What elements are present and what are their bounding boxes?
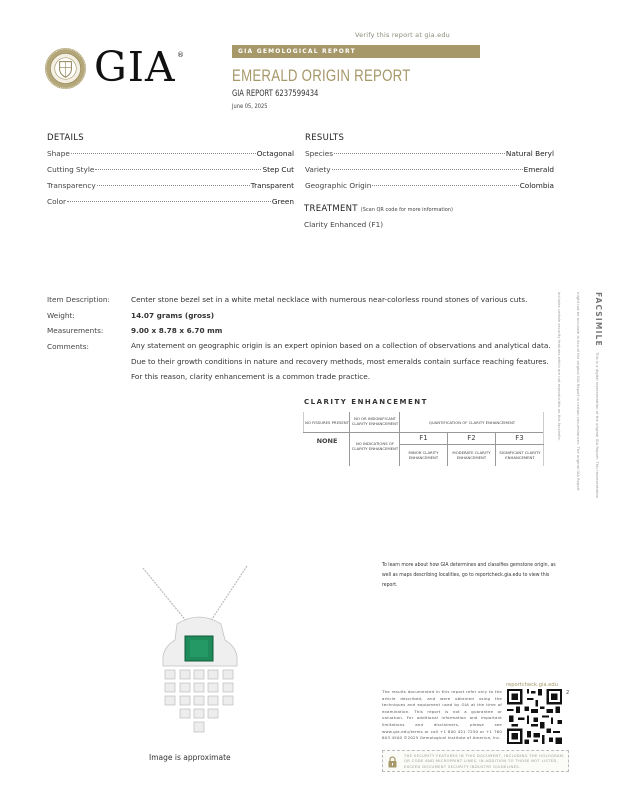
details-row-color [47, 197, 294, 207]
row-value: Step Cut [262, 165, 294, 174]
verify-link[interactable]: Verify this report at gia.edu [355, 31, 450, 39]
row-value: Emerald [523, 165, 554, 174]
facsimile-notice [557, 292, 611, 507]
item-description-label: Item Description: [47, 295, 110, 304]
details-row-shape [47, 149, 294, 159]
reportcheck-link[interactable]: reportcheck.gia.edu [506, 682, 559, 688]
item-description-value: Center stone bezel set in a white metal necklace with numerous near-colorless round stones of various cuts. [131, 295, 528, 304]
grade-f3: F3 [515, 434, 524, 442]
learn-more-text: To learn more about how GIA determines and classifies gemstone origin, as well as maps describing localities, go to reportcheck.gia.edu to view this report. [382, 562, 556, 588]
registered-mark: ® [177, 51, 184, 59]
header-no-fissures: NO FISSURES PRESENT [305, 419, 349, 425]
chain [143, 566, 247, 622]
lock-icon [388, 756, 397, 768]
grade-f3-desc: SIGNIFICANT CLARITY ENHANCEMENT [499, 450, 541, 460]
comments-label: Comments: [47, 342, 90, 351]
row-value: Colombia [519, 181, 554, 190]
treatment-heading [304, 204, 453, 214]
qr-code-icon[interactable] [507, 689, 562, 744]
report-type-title: EMERALD ORIGIN REPORT [232, 66, 411, 85]
results-row-variety [305, 165, 554, 175]
security-notice [382, 750, 569, 772]
tassels [165, 670, 233, 732]
banner-label: GIA GEMOLOGICAL REPORT [238, 48, 356, 55]
gia-logo-text: GIA [94, 43, 176, 91]
treatment-note: (Scan QR code for more information) [360, 207, 453, 213]
row-label: Shape [47, 149, 70, 158]
row-value: Natural Beryl [505, 149, 554, 158]
grade-f1-desc: MINOR CLARITY ENHANCEMENT [408, 450, 439, 460]
row-value: Green [271, 197, 294, 206]
value-none: NONE [316, 436, 338, 445]
details-row-cutting-style [47, 165, 294, 175]
row-value: Transparent [250, 181, 294, 190]
results-row-geographic-origin [305, 181, 554, 191]
details-title: DETAILS [47, 133, 85, 143]
security-text: THE SECURITY FEATURES IN THIS DOCUMENT, INCLUDING THE HOLOGRAM, QR CODE AND MICROPRINT LINES, IN ADDITION TO THOSE NOT LISTED, EXCEED DOCUMENT SECURITY INDUSTRY GUIDELINES. [404, 754, 565, 769]
report-banner [232, 45, 480, 58]
clarity-enhancement-table [303, 410, 544, 468]
facsimile-title: FACSIMILE [594, 292, 603, 347]
necklace-image [125, 558, 275, 743]
row-label: Variety [305, 165, 331, 174]
row-label: Cutting Style [47, 165, 95, 174]
weight-value: 14.07 grams (gross) [131, 311, 215, 320]
header-quantification: QUANTIFICATION OF CLARITY ENHANCEMENT [428, 419, 516, 425]
gia-seal-icon [44, 47, 87, 90]
row-label: Transparency [47, 181, 96, 190]
grade-f1: F1 [419, 434, 428, 442]
details-row-transparency [47, 181, 294, 191]
treatment-value: Clarity Enhanced (F1) [304, 220, 384, 229]
row-label: Color [47, 197, 67, 206]
row-value: Octagonal [256, 149, 294, 158]
results-row-species [305, 149, 554, 159]
image-caption: Image is approximate [149, 753, 231, 762]
row-label: Species [305, 149, 334, 158]
treatment-title: TREATMENT [304, 204, 358, 214]
qr-marker: 2 [566, 690, 570, 696]
grade-f2-desc: MODERATE CLARITY ENHANCEMENT [452, 450, 491, 460]
value-no-indications: NO INDICATIONS OF CLARITY ENHANCEMENT [351, 441, 399, 451]
weight-label: Weight: [47, 311, 75, 320]
header-no-insignificant: NO OR INSIGNIFICANT CLARITY ENHANCEMENT [351, 416, 399, 426]
row-label: Geographic Origin [305, 181, 372, 190]
report-number: GIA REPORT 6237599434 [232, 89, 319, 99]
grade-f2: F2 [467, 434, 476, 442]
clarity-enhancement-title: CLARITY ENHANCEMENT [304, 398, 428, 406]
disclaimer-text: The results documented in this report refer only to the article described, and were obtained using the techniques and equipment used by GIA at the time of examination. This report is not a guarantee or valuation. For additional information and important limitations and disclaimers, please see www.gia.edu/terms or call +1 800 421 7250 or +1 760 603 4500 ©2025 Gemological Institute of America, Inc. [382, 689, 502, 741]
results-title: RESULTS [305, 133, 345, 143]
report-date: June 05, 2025 [232, 103, 268, 110]
measurements-label: Measurements: [47, 326, 104, 335]
facsimile-text: This is a digital representation of the original GIA Report. This representation might not be accurate in lieu of the original GIA Report in certain circumstances. The original GIA Report includes certain security features which are not reproducible on this facsimile. [557, 292, 600, 499]
measurements-value: 9.00 x 8.78 x 6.70 mm [131, 326, 223, 335]
comments-value: Any statement on geographic origin is an expert opinion based on a collection of observations and analytical data. Due to their growth conditions in nature and recovery methods, most emeralds contain surface reaching features. For this reason, clarity enhancement is a common trade practice. [131, 341, 551, 381]
